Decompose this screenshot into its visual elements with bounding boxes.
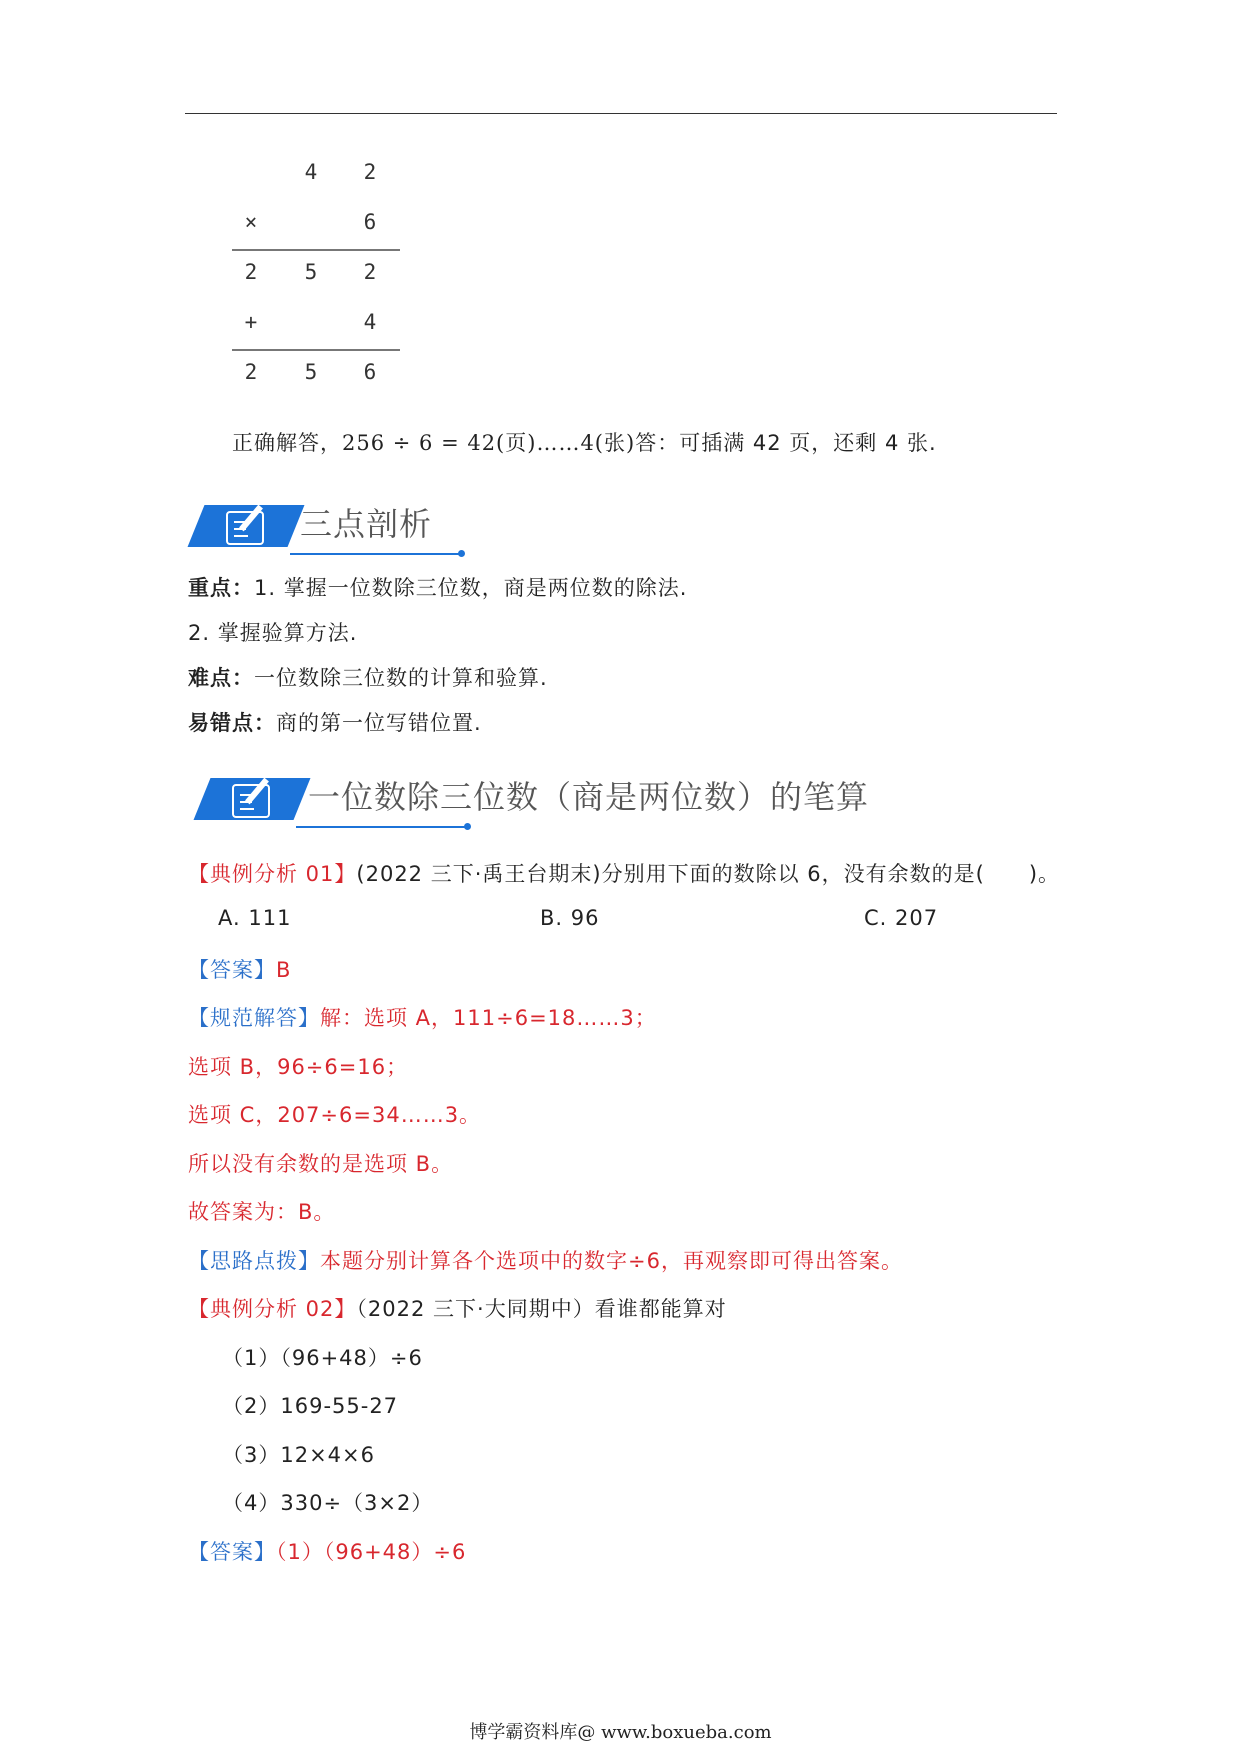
example1-tag: 【典例分析 01】 bbox=[188, 862, 357, 886]
example1-question: (2022 三下·禹王台期末)分别用下面的数除以 6，没有余数的是( )。 bbox=[356, 862, 1061, 886]
error-label: 易错点： bbox=[188, 711, 276, 735]
solution-tag: 【规范解答】 bbox=[188, 1006, 320, 1030]
hint-tag: 【思路点拨】 bbox=[188, 1249, 320, 1273]
header-rule bbox=[185, 113, 1057, 114]
banner-dot bbox=[458, 550, 465, 557]
calc-digit: 2 bbox=[363, 260, 377, 284]
calc-digit: 5 bbox=[304, 260, 318, 284]
calc-operator: + bbox=[244, 310, 258, 334]
difficult-text: 一位数除三位数的计算和验算. bbox=[254, 666, 548, 690]
banner-underline bbox=[296, 826, 466, 828]
example2-item: （4）330÷（3×2） bbox=[222, 1491, 434, 1515]
solution-line: 故答案为：B。 bbox=[188, 1200, 336, 1224]
error-text: 商的第一位写错位置. bbox=[276, 711, 482, 735]
calc-digit: 2 bbox=[244, 260, 258, 284]
calc-rule bbox=[232, 249, 400, 251]
key-point-line bbox=[188, 572, 687, 602]
calc-digit: 4 bbox=[304, 160, 318, 184]
correct-answer: 答：可插满 42 页，还剩 4 张. bbox=[635, 431, 937, 455]
solution-text: 解：选项 A，111÷6=18……3； bbox=[320, 1006, 657, 1030]
section-banner-division bbox=[190, 768, 870, 830]
example2-question: （2022 三下·大同期中）看谁都能算对 bbox=[356, 1297, 727, 1321]
example2-question-line bbox=[188, 1293, 727, 1323]
option-a: A. 111 bbox=[218, 906, 292, 930]
hint-line bbox=[188, 1245, 903, 1275]
key-label: 重点： bbox=[188, 576, 254, 600]
solution-line bbox=[188, 1002, 657, 1032]
calc-rule bbox=[232, 349, 400, 351]
calc-operator: × bbox=[244, 210, 258, 234]
example2-item: （2）169-55-27 bbox=[222, 1394, 399, 1418]
calc-digit: 2 bbox=[244, 360, 258, 384]
solution-line: 选项 C，207÷6=34……3。 bbox=[188, 1103, 482, 1127]
option-c: C. 207 bbox=[864, 906, 939, 930]
answer-value: （1）（96+48）÷6 bbox=[276, 1540, 467, 1564]
calc-digit: 5 bbox=[304, 360, 318, 384]
section-title: 一位数除三位数（商是两位数）的笔算 bbox=[308, 778, 870, 816]
correct-prefix: 正确解答， bbox=[232, 431, 342, 455]
answer-tag: 【答案】 bbox=[188, 1540, 276, 1564]
example1-question-line bbox=[188, 858, 1060, 888]
example2-item: （3）12×4×6 bbox=[222, 1443, 375, 1467]
calc-digit: 6 bbox=[363, 360, 377, 384]
difficult-label: 难点： bbox=[188, 666, 254, 690]
example2-answer-line bbox=[188, 1536, 466, 1566]
correct-formula: 256 ÷ 6 = 42(页)……4(张) bbox=[342, 431, 636, 455]
solution-line: 选项 B，96÷6=16； bbox=[188, 1055, 409, 1079]
solution-line: 所以没有余数的是选项 B。 bbox=[188, 1152, 454, 1176]
example2-tag: 【典例分析 02】 bbox=[188, 1297, 357, 1321]
answer-value: B bbox=[276, 958, 292, 982]
calc-digit: 6 bbox=[363, 210, 377, 234]
difficult-line bbox=[188, 662, 548, 692]
section-title: 三点剖析 bbox=[300, 505, 433, 543]
footer-watermark: 博学霸资料库@ www.boxueba.com bbox=[469, 1722, 772, 1743]
correct-answer-line bbox=[232, 427, 937, 457]
banner-dot bbox=[464, 823, 471, 830]
error-prone-line bbox=[188, 707, 482, 737]
example2-item: （1）（96+48）÷6 bbox=[222, 1346, 423, 1370]
option-b: B. 96 bbox=[540, 906, 600, 930]
section-banner-analysis bbox=[190, 495, 490, 557]
hint-text: 本题分别计算各个选项中的数字÷6，再观察即可得出答案。 bbox=[320, 1249, 903, 1273]
answer-tag: 【答案】 bbox=[188, 958, 276, 982]
key-point-2: 2. 掌握验算方法. bbox=[188, 621, 358, 645]
banner-underline bbox=[290, 553, 460, 555]
calc-digit: 4 bbox=[363, 310, 377, 334]
calc-digit: 2 bbox=[363, 160, 377, 184]
example1-answer-line bbox=[188, 954, 291, 984]
key-point-1: 1. 掌握一位数除三位数，商是两位数的除法. bbox=[254, 576, 688, 600]
